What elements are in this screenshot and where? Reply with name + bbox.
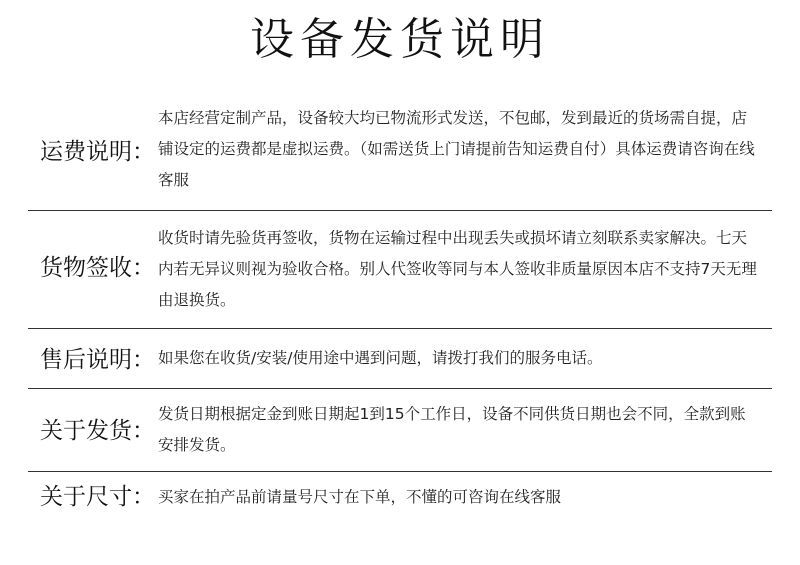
divider — [28, 471, 772, 472]
shipping-fee-label: 运费说明： — [40, 139, 155, 165]
delivery-text: 发货日期根据定金到账日期起1到15个工作日，设备不同供货日期也会不同，全款到账安排发货。 — [158, 405, 746, 454]
divider — [28, 328, 772, 329]
goods-receipt-label: 货物签收： — [40, 255, 155, 281]
size-label: 关于尺寸： — [40, 484, 155, 510]
after-sales-text: 如果您在收货/安装/使用途中遇到问题，请拨打我们的服务电话。 — [158, 349, 603, 367]
delivery-label: 关于发货： — [40, 418, 155, 444]
divider — [28, 210, 772, 211]
size-text: 买家在拍产品前请量号尺寸在下单，不懂的可咨询在线客服 — [158, 488, 562, 506]
divider — [28, 388, 772, 389]
page-title: 设备发货说明 — [250, 14, 550, 65]
after-sales-label: 售后说明： — [40, 347, 155, 373]
shipping-fee-text: 本店经营定制产品，设备较大均已物流形式发送，不包邮，发到最近的货场需自提，店铺设定的运费都是虚拟运费。（如需送货上门请提前告知运费自付）具体运费请咨询在线客服 — [158, 109, 755, 189]
goods-receipt-text: 收货时请先验货再签收，货物在运输过程中出现丢失或损坏请立刻联系卖家解决。七天内若无异议则视为验收合格。别人代签收等同与本人签收非质量原因本店不支持7天无理由退换货。 — [158, 229, 757, 309]
